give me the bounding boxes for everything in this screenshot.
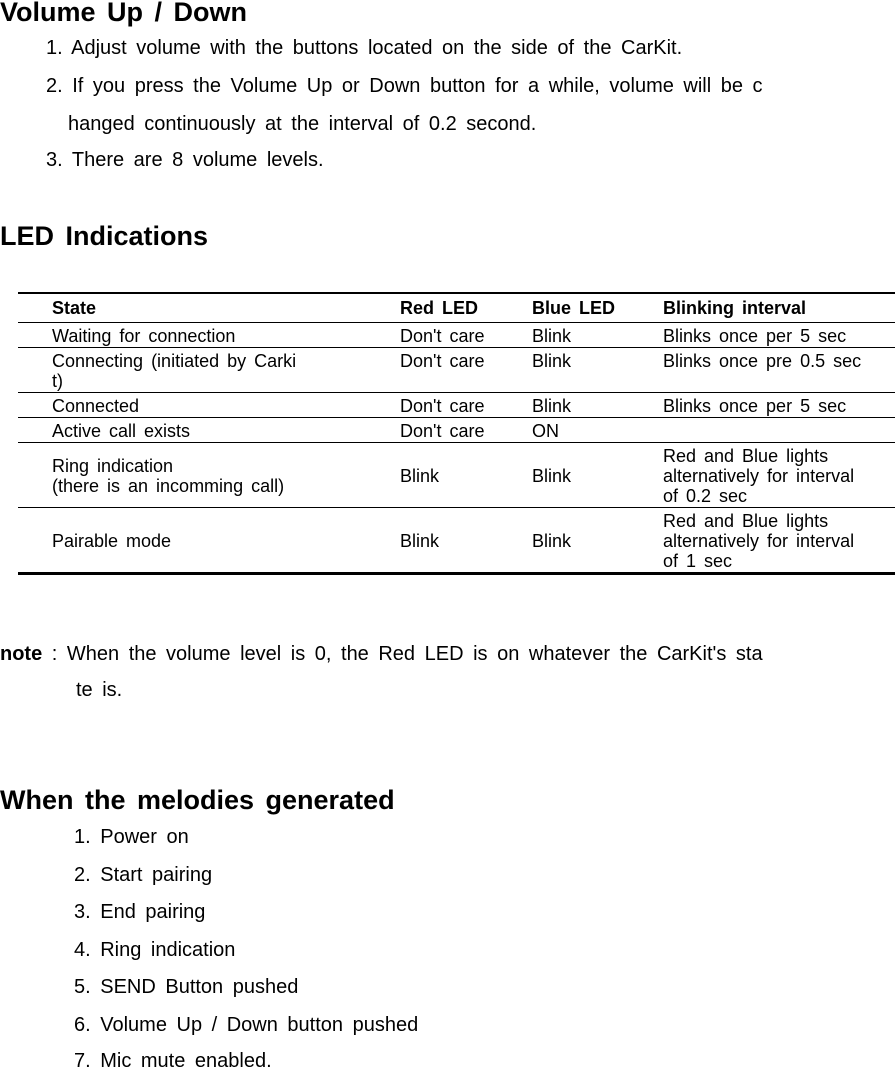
interval-cell: Blinks once per 5 sec [663,396,847,416]
table-row [18,323,895,348]
interval-cell-line-2: alternatively for interval [663,531,855,551]
col-red-led: Red LED [400,298,479,318]
melody-item-6: 6. Volume Up / Down button pushed [74,1014,419,1036]
table-row [18,393,895,418]
state-cell: Active call exists [52,421,191,441]
state-cell: Connected [52,396,140,416]
state-cell: Ring indication [52,456,174,476]
volume-heading: Volume Up / Down [0,0,247,27]
blue-led-cell: Blink [532,326,572,346]
state-cell: Waiting for connection [52,326,236,346]
state-cell: Pairable mode [52,531,172,551]
table-row [18,348,895,393]
volume-item-2: 2. If you press the Volume Up or Down button for a while, volume will be c [46,75,763,97]
blue-led-cell: Blink [532,396,572,416]
table-row [18,443,895,508]
melodies-heading: When the melodies generated [0,785,395,815]
melody-item-5: 5. SEND Button pushed [74,976,299,998]
interval-cell-line-3: of 1 sec [663,551,733,571]
red-led-cell: Blink [400,466,440,486]
interval-cell-line-2: alternatively for interval [663,466,855,486]
table-row [18,508,895,574]
melody-item-4: 4. Ring indication [74,939,236,961]
red-led-cell: Don't care [400,351,485,371]
blue-led-cell: Blink [532,351,572,371]
interval-cell: Red and Blue lights [663,511,829,531]
blue-led-cell: Blink [532,466,572,486]
red-led-cell: Don't care [400,421,485,441]
red-led-cell: Don't care [400,396,485,416]
blue-led-cell: ON [532,421,559,441]
col-blinking-interval: Blinking interval [663,298,807,318]
interval-cell: Blinks once pre 0.5 sec [663,351,862,371]
red-led-cell: Blink [400,531,440,551]
melody-item-7: 7. Mic mute enabled. [74,1050,272,1072]
led-table [18,292,895,575]
interval-cell: Blinks once per 5 sec [663,326,847,346]
note-text-continued: te is. [76,679,123,701]
interval-cell: Red and Blue lights [663,446,829,466]
col-blue-led: Blue LED [532,298,616,318]
note-paragraph [0,636,890,708]
melody-item-3: 3. End pairing [74,901,206,923]
melody-item-2: 2. Start pairing [74,864,213,886]
note-text: : When the volume level is 0, the Red LED is on whatever the CarKit's sta [42,643,763,665]
volume-item-3: 3. There are 8 volume levels. [46,149,324,171]
red-led-cell: Don't care [400,326,485,346]
volume-item-1: 1. Adjust volume with the buttons located on the side of the CarKit. [46,37,683,59]
col-state: State [52,298,97,318]
state-cell-detail: (there is an incomming call) [52,476,285,496]
table-row [18,418,895,443]
blue-led-cell: Blink [532,531,572,551]
melody-item-1: 1. Power on [74,826,189,848]
volume-item-2-continued: hanged continuously at the interval of 0.2 second. [68,113,537,135]
note-label: note [0,643,43,665]
interval-cell-line-3: of 0.2 sec [663,486,748,506]
state-cell: Connecting (initiated by Carki [52,351,297,371]
led-heading: LED Indications [0,221,209,251]
state-cell-wrap: t) [52,371,63,391]
led-table-header [18,293,895,323]
